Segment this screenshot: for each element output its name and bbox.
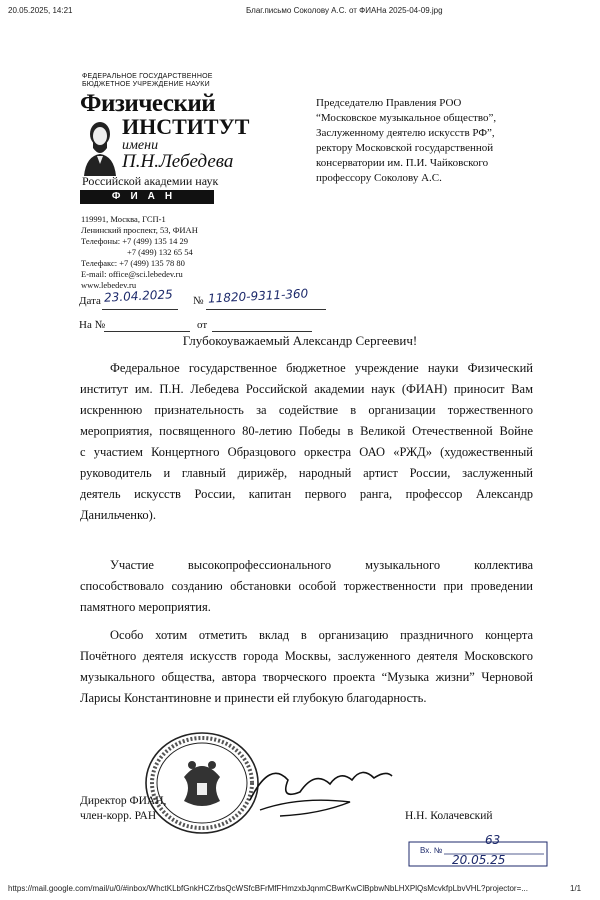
paragraph-line: с участием Концертного Образцового оркестра ОАО «РЖД» (художественный <box>80 445 533 459</box>
contact-address1: 119991, Москва, ГСП-1 <box>81 214 166 224</box>
reply-to-number-label: На № <box>79 319 106 331</box>
paragraph-line: мероприятия, посвященного 80-летию Победы в Великой Отечественной Войне <box>80 424 533 438</box>
incoming-stamp-number: 63 <box>485 833 501 847</box>
contact-website[interactable]: www.lebedev.ru <box>81 280 137 290</box>
paragraph-line: Данильченко). <box>80 508 156 522</box>
addressee-line1: Председателю Правления РОО <box>316 97 462 109</box>
incoming-stamp-label: Вх. № <box>420 846 443 855</box>
page-url[interactable]: https://mail.google.com/mail/u/0/#inbox/WhctKLbfGnkHCZrbsQcWSfcBFrMfFHmzxbJqnmCBwrKwClBpbwNbLHXPlQsMcvkfpLbvVHL?projector=... <box>8 884 528 893</box>
paragraph-line: Особо хотим отметить вклад в организацию праздничного концерта <box>110 628 533 642</box>
paragraph-participation <box>80 555 533 618</box>
handwritten-number: 11820-9311-360 <box>207 286 309 306</box>
signatory-title-line1: Директор ФИАН, <box>80 795 167 807</box>
reply-to-number-underline <box>104 331 190 332</box>
date-label: Дата <box>79 295 101 307</box>
contact-phone1: Телефоны: +7 (499) 135 14 29 <box>81 236 188 246</box>
paragraph-line: памятного мероприятия. <box>80 600 211 614</box>
paragraph-line: музыкального общества, автора творческого проекта “Музыка жизни” Черновой <box>80 670 533 684</box>
org-type-line2: БЮДЖЕТНОЕ УЧРЕЖДЕНИЕ НАУКИ <box>82 81 210 88</box>
paragraph-line: Федеральное государственное бюджетное учреждение науки Физический <box>110 361 533 375</box>
handwritten-date: 23.04.2025 <box>103 287 174 305</box>
institute-name-line4: П.Н.Лебедева <box>122 151 234 172</box>
institute-name-line3: имени <box>122 138 159 153</box>
addressee-line6: профессору Соколову А.С. <box>316 172 442 184</box>
paragraph-line: Ларисы Константиновне и принести ей глубокую благодарность. <box>80 691 427 705</box>
reply-to-date-label: от <box>197 319 208 331</box>
paragraph-line: руководитель и главный дирижёр, народный артист России, заслуженный <box>80 466 533 480</box>
contact-email[interactable]: E-mail: office@sci.lebedev.ru <box>81 269 183 279</box>
date-underline <box>102 309 178 310</box>
addressee-line3: Заслуженному деятелю искусств РФ”, <box>316 127 495 139</box>
reply-to-date-underline <box>212 331 312 332</box>
addressee-line4: ректору Московской государственной <box>316 142 494 154</box>
signatory-title-line2: член-корр. РАН <box>80 810 157 822</box>
paragraph-line: Почётного деятеля искусств города Москвы, заслуженного деятеля Московского <box>80 649 533 663</box>
greeting: Глубокоуважаемый Александр Сергеевич! <box>182 333 418 348</box>
contact-address2: Ленинский проспект, 53, ФИАН <box>81 225 198 235</box>
number-label: № <box>193 295 204 307</box>
handwritten-signature-icon <box>240 740 400 820</box>
lebedev-portrait-icon <box>80 118 120 176</box>
addressee-line5: консерватории им. П.И. Чайковского <box>316 157 489 169</box>
paragraph-line: деятель искусств России, капитан первого ранга, профессор Александр <box>80 487 533 501</box>
page-count: 1/1 <box>570 884 582 893</box>
paragraph-line: Участие высокопрофессионального музыкального коллектива <box>110 558 533 572</box>
paragraph-line: способствовало созданию обстановки особой торжественности при проведении <box>80 579 533 593</box>
institute-name-line2: ИНСТИТУТ <box>122 114 250 139</box>
institute-name-line5: Российской академии наук <box>82 174 219 188</box>
paragraph-line: институт им. П.Н. Лебедева Российской академии наук (ФИАН) приносит Вам <box>80 382 533 396</box>
org-type-line1: ФЕДЕРАЛЬНОЕ ГОСУДАРСТВЕННОЕ <box>82 73 213 80</box>
fian-acronym-band: ФИАН <box>80 190 214 204</box>
addressee-line2: “Московское музыкальное общество”, <box>316 112 497 124</box>
paragraph-gratitude <box>80 358 533 526</box>
document-title: Благ.письмо Соколову А.С. от ФИАНа 2025-04-09.jpg <box>246 6 443 15</box>
contact-phone2: +7 (499) 132 65 54 <box>127 247 193 257</box>
incoming-stamp-date: 20.05.25 <box>452 853 506 867</box>
institute-name-line1: Физический <box>80 90 216 117</box>
number-underline <box>206 309 326 310</box>
signatory-name: Н.Н. Колачевский <box>405 810 493 822</box>
contact-fax: Телефакс: +7 (499) 135 78 80 <box>81 258 185 268</box>
paragraph-special-thanks <box>80 625 533 709</box>
print-date: 20.05.2025, 14:21 <box>8 6 73 15</box>
paragraph-line: искреннюю признательность за содействие в организации торжественного <box>80 403 533 417</box>
